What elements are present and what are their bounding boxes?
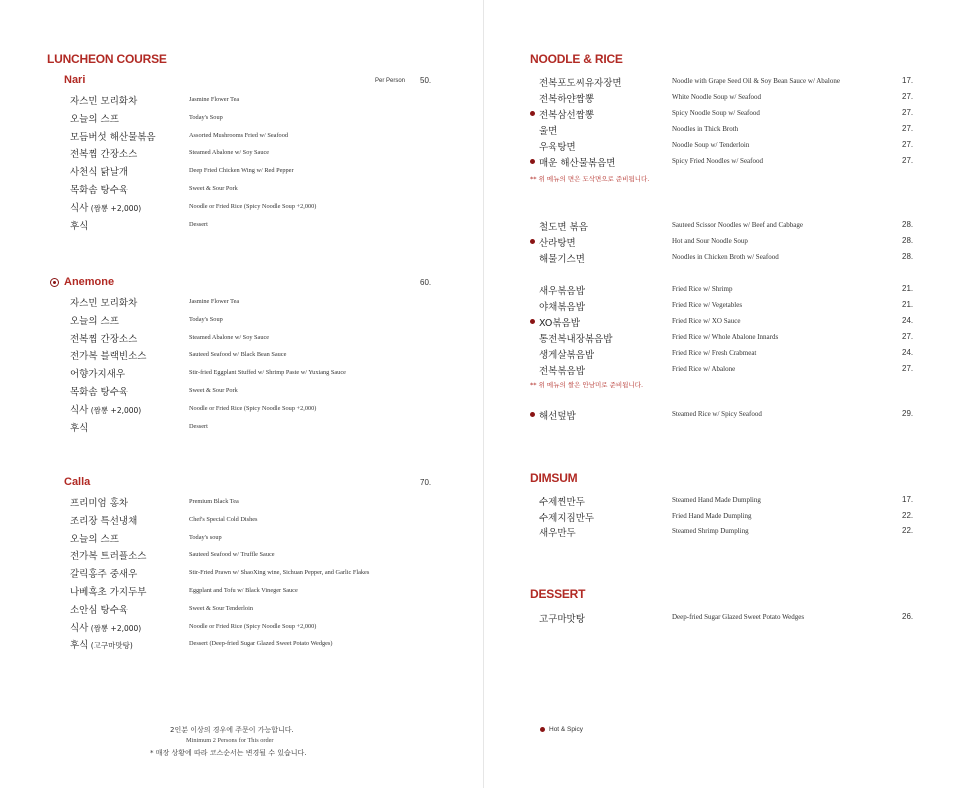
menu-item-ko: 우육탕면 [539,142,576,153]
course-name: Nari [64,74,86,86]
course-item-ko: 오늘의 스프 [70,533,119,545]
menu-item-price: 24. [902,348,914,357]
course-item-en: Noodle or Fried Rice (Spicy Noodle Soup +2,000) [189,202,317,210]
section-title-noodle-rice: NOODLE & RICE [530,52,623,66]
menu-item-en: Fried Rice w/ XO Sauce [672,317,741,325]
course-item-note: (고구마맛탕) [88,641,133,651]
menu-item-price: 29. [902,409,914,418]
menu-item-price: 28. [902,220,914,229]
course-item-note: (짬뽕 +2,000) [88,203,142,213]
menu-item-en: Steamed Rice w/ Spicy Seafood [672,410,762,418]
menu-item-ko: 생게살볶음밥 [539,350,595,361]
menu-item-ko: 수제찐만두 [539,497,585,508]
section-title-dimsum: DIMSUM [530,471,578,485]
course-item-ko: 전가복 트러플소스 [70,551,147,563]
course-price: 60. [420,278,432,287]
course-price: 50. [420,76,432,85]
course-item-note: (짬뽕 +2,000) [88,405,142,415]
course-item-en: Steamed Abalone w/ Soy Sauce [189,149,270,157]
section-title-luncheon: LUNCHEON COURSE [47,52,167,66]
course-item-ko: 모듬버섯 해산물볶음 [70,131,156,143]
menu-item-ko: 철도면 볶음 [539,222,588,233]
menu-item-price: 21. [902,284,914,293]
course-item-en: Jasmine Flower Tea [189,96,240,103]
hot-spicy-dot-icon [540,727,545,732]
course-item-en: Deep Fried Chicken Wing w/ Red Pepper [189,167,294,175]
hot-spicy-dot-icon [530,159,535,164]
menu-item-price: 28. [902,236,914,246]
menu-item-price: 27. [902,156,914,165]
course-item-ko: 오늘의 스프 [70,113,119,125]
course-item-ko: 조리장 특선냉채 [70,515,138,527]
menu-item-en: Spicy Noodle Soup w/ Seafood [672,109,760,117]
menu-item-en: Fried Rice w/ Shrimp [672,285,733,293]
course-item-en: Sweet & Sour Pork [189,387,238,394]
course-item-en: Jasmine Flower Tea [189,298,240,305]
legend-hot-spicy: Hot & Spicy [549,726,583,733]
menu-item-ko: 해물기스면 [539,254,585,266]
course-name: Calla [64,476,91,488]
course-item-ko: 사천식 닭날개 [70,167,129,179]
anemone-marker-icon [50,278,59,287]
course-item-ko: 전복찜 간장소스 [70,149,138,161]
menu-item-ko: 새우볶음밥 [539,286,585,297]
course-item-ko: 어향가지새우 [70,369,126,381]
menu-item-en: Steamed Shrimp Dumpling [672,527,749,535]
menu-item-ko: 고구마맛탕 [539,614,585,625]
course-item-ko: 식사 (짬뽕 +2,000) [70,404,142,416]
course-item-en: Sauteed Seafood w/ Truffle Sauce [189,551,275,559]
menu-item-ko: 야채볶음밥 [539,302,585,313]
menu-item-price: 27. [902,92,914,101]
course-item-ko: 후식 [70,422,89,434]
course-item-en: Stir-fried Eggplant Stuffed w/ Shrimp Paste w/ Yuxiang Sauce [189,369,346,377]
menu-item-price: 24. [902,316,914,325]
rice-note: ** 위 메뉴의 쌀은 안남미로 준비됩니다. [530,381,644,389]
footer-min-order-en: Minimum 2 Persons for This order [186,737,274,744]
menu-item-en: Steamed Hand Made Dumpling [672,496,761,504]
course-item-en: Sauteed Seafood w/ Black Bean Sauce [189,351,287,359]
menu-item-price: 28. [902,252,914,262]
course-item-en: Eggplant and Tofu w/ Black Vineger Sauce [189,587,298,594]
course-item-ko: 갈릭홍주 중새우 [70,569,138,581]
menu-item-en: Fried Rice w/ Abalone [672,365,736,373]
menu-item-price: 26. [902,612,914,621]
menu-item-ko: 새우만두 [539,528,576,539]
course-item-ko: 목화솜 탕수육 [70,185,129,196]
hot-spicy-dot-icon [530,111,535,116]
menu-item-price: 27. [902,124,914,133]
menu-item-en: White Noodle Soup w/ Seafood [672,93,762,101]
menu-item-price: 27. [902,140,914,149]
course-item-ko: 나베흑초 가지두부 [70,587,147,598]
course-item-en: Today's Soup [189,315,223,323]
menu-item-price: 27. [902,108,914,117]
menu-item-en: Noodles in Chicken Broth w/ Seafood [672,253,779,262]
menu-item-ko: 전복포도씨유자장면 [539,78,622,89]
course-item-ko: 전가복 블랙빈소스 [70,351,147,363]
footer-order-note: * 매장 상황에 따라 코스순서는 변경될 수 있습니다. [150,749,307,757]
menu-item-ko: 통전복내장볶음밥 [539,334,613,345]
course-item-en: Today's soup [189,533,222,541]
menu-item-en: Deep-fried Sugar Glazed Sweet Potato Wedges [672,613,805,621]
menu-item-en: Sauteed Scissor Noodles w/ Beef and Cabbage [672,221,804,229]
menu-item-en: Fried Rice w/ Vegetables [672,301,743,309]
per-person-label: Per Person [375,78,406,84]
course-item-ko: 소안심 탕수육 [70,604,129,616]
menu-item-price: 27. [902,332,914,341]
course-item-en: Assorted Mushrooms Fried w/ Seafood [189,131,288,139]
course-item-ko: 후식 (고구마맛탕) [70,640,133,652]
course-item-ko: 식사 (짬뽕 +2,000) [70,622,142,634]
hot-spicy-dot-icon [530,319,535,324]
menu-item-price: 22. [902,526,914,535]
course-item-ko: 자스민 모리화차 [70,298,138,309]
menu-item-en: Spicy Fried Noodles w/ Seafood [672,157,763,165]
course-name: Anemone [64,276,115,288]
menu-item-price: 22. [902,510,914,520]
menu-item-price: 21. [902,300,914,309]
course-item-en: Noodle or Fried Rice (Spicy Noodle Soup +2,000) [189,404,317,412]
course-item-en: Sweet & Sour Pork [189,185,238,192]
course-item-en: Dessert (Deep-fried Sugar Glazed Sweet Potato Wedges) [189,640,333,648]
menu-item-ko: 매운 해산물볶음면 [539,158,616,169]
menu-item-price: 17. [902,76,914,85]
footer-min-order: 2인분 이상의 경우에 주문이 가능합니다. [170,726,294,734]
course-item-ko: 오늘의 스프 [70,315,119,327]
course-item-ko: 전복찜 간장소스 [70,333,138,345]
course-item-en: Stir-Fried Prawn w/ ShaoXing wine, Sichuan Pepper, and Garlic Flakes [189,569,370,577]
menu-item-ko: XO볶음밥 [539,318,580,329]
course-item-en: Steamed Abalone w/ Soy Sauce [189,333,270,341]
menu-item-en: Noodle with Grape Seed Oil & Soy Bean Sauce w/ Abalone [672,77,840,85]
page-divider [483,0,484,788]
menu-item-ko: 전복삼선짬뽕 [539,110,595,121]
noodle-note: ** 위 메뉴의 면은 도삭면으로 준비됩니다. [530,175,650,183]
course-item-en: Today's Soup [189,113,223,121]
menu-item-en: Hot and Sour Noodle Soup [672,237,748,246]
course-item-ko: 목화솜 탕수육 [70,387,129,398]
course-item-en: Chef's Special Cold Dishes [189,515,258,523]
section-title-dessert: DESSERT [530,587,586,601]
menu-item-en: Fried Rice w/ Whole Abalone Innards [672,333,779,341]
menu-item-price: 17. [902,495,914,504]
menu-item-en: Fried Hand Made Dumpling [672,511,752,520]
menu-item-en: Noodle Soup w/ Tenderloin [672,141,750,149]
course-item-ko: 후식 [70,220,89,232]
course-item-en: Dessert [189,220,208,228]
hot-spicy-dot-icon [530,412,535,417]
course-item-en: Dessert [189,422,208,430]
course-item-en: Sweet & Sour Tenderloin [189,604,253,612]
menu-item-ko: 산라탕면 [539,238,576,250]
menu-item-price: 27. [902,364,914,373]
course-item-ko: 자스민 모리화차 [70,96,138,107]
menu-item-ko: 해선덮밥 [539,411,576,422]
menu-item-ko: 전복하얀짬뽕 [539,94,595,105]
menu-item-ko: 수제지짐만두 [539,512,595,524]
course-item-en: Noodle or Fried Rice (Spicy Noodle Soup +2,000) [189,622,317,630]
course-price: 70. [420,478,432,487]
menu-item-ko: 울면 [539,126,558,137]
menu-item-en: Noodles in Thick Broth [672,125,739,133]
course-item-en: Premium Black Tea [189,498,239,505]
course-item-ko: 식사 (짬뽕 +2,000) [70,202,142,214]
course-item-note: (짬뽕 +2,000) [88,623,142,633]
course-item-ko: 프리미엄 홍차 [70,498,129,509]
menu-item-ko: 전복볶음밥 [539,366,585,377]
menu-item-en: Fried Rice w/ Fresh Crabmeat [672,349,757,357]
